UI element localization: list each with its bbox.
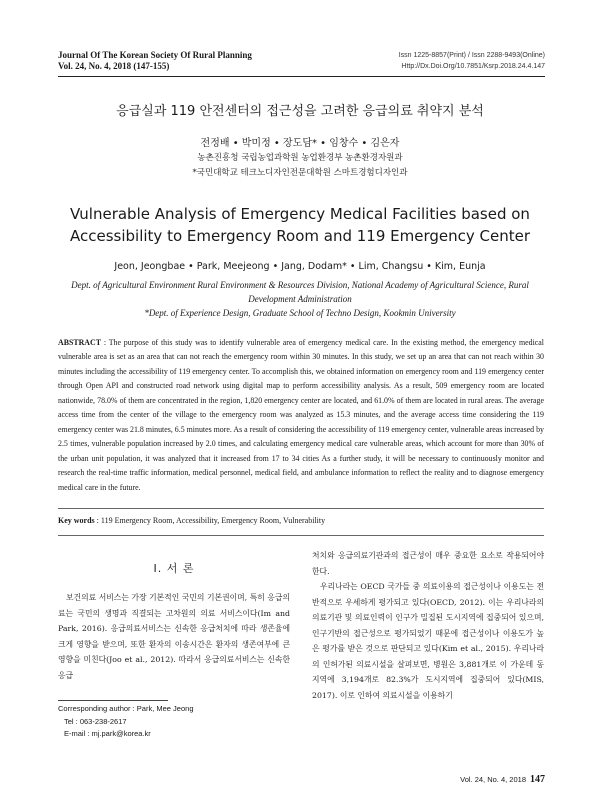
journal-header: [58, 50, 252, 72]
page-number: 147: [530, 774, 545, 785]
korean-affiliation-1: 농촌진흥청 국립농업과학원 농업환경부 농촌환경자원과: [197, 153, 403, 163]
korean-title: 응급실과 119 안전센터의 접근성을 고려한 응급의료 취약지 분석: [116, 104, 484, 119]
english-affiliation-1: Dept. of Agricultural Environment Rural Environment & Resources Division, National Academy of Agricultural Science, Rural Development Administration: [71, 280, 529, 304]
journal-name: Journal Of The Korean Society Of Rural Planning: [58, 50, 252, 60]
keywords-label: Key words: [58, 516, 95, 525]
abstract-text: : The purpose of this study was to identify vulnerable area of emergency medical care. In the existing method, the emergency medical vulnerable area is set as an area that can not reach the emergency room within 30 minutes. In this study, we set up an area that can not reach within 30 minutes including the accessibility of 119 emergency center. To accomplish this, we obtained information on emergency room and 119 emergency center through Open API and constructed road network using digital map to perform accessibility analysis. As a result, 509 emergency room are located nationwide, 78.0% of them are concentrated in the region, 1,820 emergency center are located, and 61.0% of them are located in rural areas. The average access time from the center of the village to the emergency room was analyzed as 15.3 minutes, and the average access time considering the 119 emergency center was 21.8 minutes, 6.5 minutes more. As a result of considering the accessibility of 119 emergency center, vulnerable areas increased by 2.5 times, vulnerable population increased by 2.0 times, and calculating emergency medical care vulnerable areas, which account for more than 30% of the urban unit population, it was analyzed that it increased from 17 to 34 cities As a further study, it will be necessary to continuously monitor and research the real-time traffic information, medical personnel, medical field, and ambulance information to reflect the reality and to diagnose emergency medical care in the future.: [58, 338, 544, 492]
keywords: [58, 516, 325, 525]
english-affiliation-2: *Dept. of Experience Design, Graduate School of Techno Design, Kookmin University: [144, 308, 456, 318]
abstract-label: ABSTRACT: [58, 338, 101, 347]
corresponding-author: Corresponding author : Park, Mee Jeong: [58, 704, 194, 713]
korean-authors: 전정배 • 박미정 • 장도담* • 임창수 • 김은자: [200, 138, 400, 149]
body-paragraph-1: 보건의료 서비스는 가장 기본적인 국민의 기본권이며, 특히 응급의료는 국민의 생명과 직결되는 고차원의 의료 서비스이다(Im and Park, 2016). 응급의료서비스는 신속한 응급처치에 따라 생존율에 크게 영향을 받으며, 또한 환자의 이송시간은 환자의 생존여부에 큰 영향을 미친다(Joo et al., 2012). 따라서 응급의료서비스는 신속한 응급: [58, 593, 290, 680]
keywords-divider-top: [58, 508, 544, 509]
doi-link[interactable]: Http://Dx.Doi.Org/10.7851/Ksrp.2018.24.4.147: [401, 63, 545, 70]
body-right-column: [312, 548, 544, 703]
body-paragraph-2: 처치와 응급의료기관과의 접근성이 매우 중요한 요소로 작용되어야 한다.: [312, 551, 544, 576]
journal-volume: Vol. 24, No. 4, 2018 (147-155): [58, 61, 170, 71]
english-affiliations: [50, 278, 550, 320]
footnote: [58, 703, 194, 741]
footnote-divider: [58, 700, 168, 701]
section-heading: Ⅰ. 서 론: [153, 562, 195, 575]
korean-affiliation-2: *국민대학교 테크노디자인전문대학원 스마트경험디자인과: [192, 168, 408, 178]
english-title: [40, 203, 560, 247]
english-authors: Jeon, Jeongbae • Park, Meejeong • Jang, Dodam* • Lim, Changsu • Kim, Eunja: [114, 261, 486, 272]
english-title-line-2: Accessibility to Emergency Room and 119 Emergency Center: [70, 227, 530, 245]
page-footer: [460, 774, 545, 785]
keywords-text: : 119 Emergency Room, Accessibility, Emergency Room, Vulnerability: [96, 516, 326, 525]
abstract: [58, 336, 544, 495]
body-left-column: [58, 560, 290, 683]
keywords-divider-bottom: [58, 535, 544, 536]
author-tel: Tel : 063-238-2617: [64, 716, 127, 726]
english-title-line-1: Vulnerable Analysis of Emergency Medical Facilities based on: [70, 205, 530, 223]
issn-header: [399, 50, 545, 72]
author-email[interactable]: E-mail : mj.park@korea.kr: [64, 729, 151, 738]
body-paragraph-3: 우리나라는 OECD 국가들 중 의료이용의 접근성이나 이용도는 전반적으로 우세하게 평가되고 있다(OECD, 2012). 이는 우리나라의 의료기관 및 의료인력이 인구가 밀집된 도시지역에 집중되어 있으며, 인구기반의 접근성으로 평가되었기 때문에 접근성이나 이용도가 높은 평가를 받은 것으로 판단되고 있다(Kim et al., 2015). 우리나라의 인허가된 의료시설을 살펴보면, 병원은 3,881개로 이 가운데 동지역에 3,194개로 82.3%가 도시지역에 집중되어 있다(MIS, 2017). 이로 인하여 의료시설을 이용하기: [312, 582, 544, 700]
footer-issue: Vol. 24, No. 4, 2018: [460, 775, 526, 784]
issn-text: Issn 1225-8857(Print) / Issn 2288-9493(Online): [398, 52, 545, 59]
header-divider: [58, 76, 545, 77]
